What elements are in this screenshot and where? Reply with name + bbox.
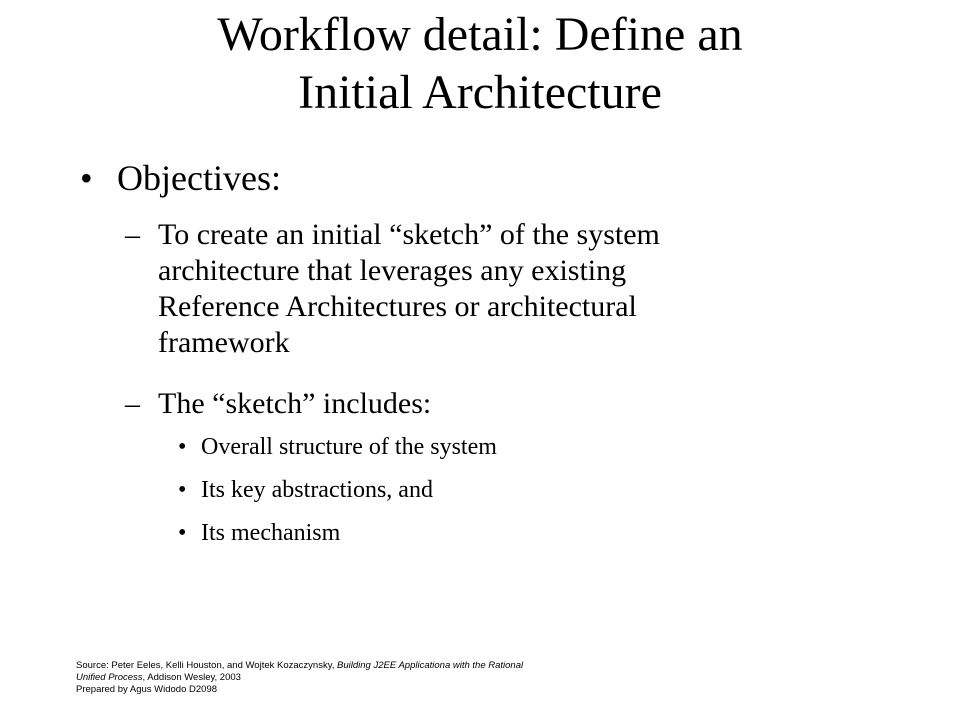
slide-title-line-2: Initial Architecture: [298, 66, 662, 119]
slide-title-line-1: Workflow detail: Define an: [217, 8, 743, 61]
source-book-title-part-2: Unified Process: [76, 672, 143, 683]
bullet-icon: •: [80, 158, 93, 198]
bullet-icon: •: [178, 520, 187, 546]
prepared-by: Prepared by Agus Widodo D2098: [76, 684, 218, 695]
bullet-icon: •: [178, 434, 187, 460]
objectives-label: Objectives:: [117, 158, 281, 198]
sketch-subitem-1-text: Overall structure of the system: [201, 434, 497, 460]
slide-title: [80, 6, 880, 122]
source-line-2: [76, 672, 523, 684]
sketch-subitem-2-text: Its key abstractions, and: [201, 477, 433, 503]
bullet-icon: •: [178, 477, 187, 503]
objective-item-1-line-3: Reference Architectures or architectural: [158, 290, 637, 323]
sketch-subitem-3-text: Its mechanism: [201, 520, 341, 546]
objective-item-2-text: [158, 386, 818, 422]
dash-icon: –: [125, 387, 140, 420]
objective-item-1-line-1: To create an initial “sketch” of the system: [158, 218, 660, 251]
dash-icon: –: [125, 218, 140, 251]
source-citation: [76, 660, 523, 696]
objective-item-1-line-4: framework: [158, 326, 290, 359]
source-publisher: , Addison Wesley, 2003: [142, 672, 241, 683]
objective-item-1-line-2: architecture that leverages any existing: [158, 254, 627, 287]
source-book-title-part-1: Building J2EE Applicationa with the Rational: [337, 660, 524, 671]
objective-item-1-text: [158, 217, 818, 361]
objective-item-2-line-1: The “sketch” includes:: [158, 387, 432, 420]
source-prefix: Source: Peter Eeles, Kelli Houston, and Wojtek Kozaczynsky,: [76, 660, 338, 671]
source-line-1: [76, 660, 523, 672]
